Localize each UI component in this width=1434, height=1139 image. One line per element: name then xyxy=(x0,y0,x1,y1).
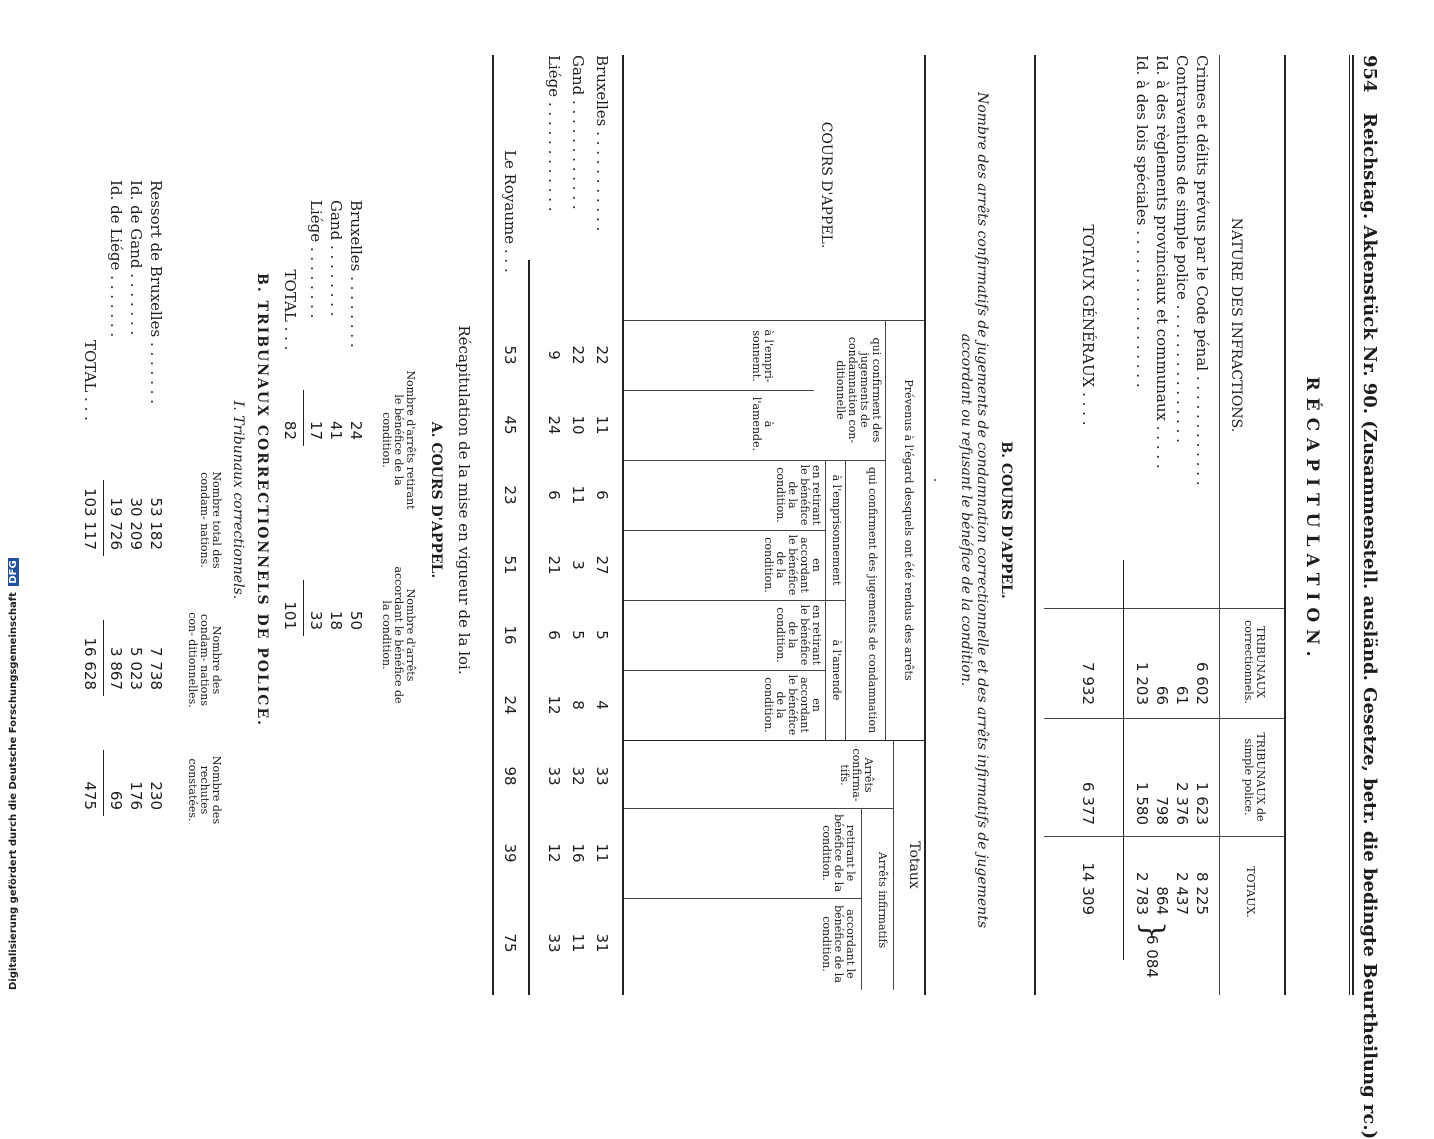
appel-cell: 33 xyxy=(545,933,563,953)
mise-tcell: 3 867 xyxy=(107,647,125,690)
appel-h-en-retirant: en retirant le bénéfice de la condition. xyxy=(774,464,823,526)
mise-ttotal-cell: 16 628 xyxy=(81,637,99,690)
appel-total-label: Le Royaume . . . xyxy=(501,150,519,273)
recap-col-simple-police: TRIBUNAUX de simple police. xyxy=(1242,732,1267,822)
recap-cell: 1 623 xyxy=(1193,782,1211,825)
recap-cell: 61 xyxy=(1173,685,1191,705)
mise-trow-label: Id. de Liége . . . . . . . xyxy=(107,180,125,338)
recap-total-cell: 7 932 xyxy=(1079,662,1097,705)
mise-title: Récapitulation de la mise en vigueur de la loi. xyxy=(455,325,473,675)
appel-cell: 6 xyxy=(545,630,563,640)
mise-cell: 17 xyxy=(307,420,325,440)
appel-grp-confirment-cond: qui confirment des jugements de condamnation con- ditionnelle xyxy=(834,336,883,444)
appel-divider xyxy=(624,530,826,531)
mise-row-label: Liége . . . . . . . . xyxy=(307,200,325,319)
appel-grp-infirm: Arrêts infirmatifs xyxy=(876,851,889,949)
mise-tcell: 69 xyxy=(107,790,125,810)
appel-grp-confirment: qui confirment des jugements de condamnation xyxy=(866,466,879,734)
mise-ttotal-rule xyxy=(103,750,104,816)
recap-totals-rule xyxy=(1123,560,1124,960)
appel-cell: 31 xyxy=(593,933,611,953)
recap-title: RÉCAPITULATION. xyxy=(1302,376,1322,664)
mise-i-heading: I. Tribunaux correctionnels. xyxy=(230,400,246,600)
appel-total-cell: 24 xyxy=(501,695,519,715)
appel-divider xyxy=(624,670,826,671)
mise-trow-label: Ressort de Bruxelles . . . . . . . xyxy=(147,180,165,404)
appel-h-en-accordant-2: en accordant le bénéfice de la condition. xyxy=(762,674,823,736)
mise-cell: 41 xyxy=(327,420,345,440)
appel-cell: 24 xyxy=(545,415,563,435)
appel-cell: 5 xyxy=(593,630,611,640)
mise-col-accordant: Nombre d'arrêts accordant le bénéfice de la condition. xyxy=(380,566,417,704)
appel-divider xyxy=(624,390,814,391)
appel-total-cell: 16 xyxy=(501,625,519,645)
appel-total-cell: 23 xyxy=(501,485,519,505)
appel-cell: 22 xyxy=(569,345,587,365)
appel-cell: 33 xyxy=(593,766,611,786)
recap-col-totaux: TOTAUX. xyxy=(1244,866,1257,918)
brace-icon: } xyxy=(1135,921,1170,941)
mise-tcell: 53 182 xyxy=(147,497,165,550)
recap-col-divider xyxy=(1044,608,1284,609)
recap-row-label: Id. à des lois spéciales . . . . . . . . . . . . . . . . . xyxy=(1133,55,1151,388)
appel-cell: 5 xyxy=(569,630,587,640)
recap-col-correctionnels: TRIBUNAUX correctionnels. xyxy=(1242,620,1267,704)
mise-col-rechutes: Nombre des rechutes constatées. xyxy=(186,755,223,825)
appel-total-cell: 39 xyxy=(501,843,519,863)
appel-row-label: Liége . . . . . . . . . . . . xyxy=(545,55,563,212)
appel-grp-totaux: Totaux xyxy=(906,841,922,889)
mise-ttotal-rule xyxy=(103,620,104,696)
mise-total-cell: 82 xyxy=(281,420,299,440)
mise-b-heading: B. TRIBUNAUX CORRECTIONNELS DE POLICE. xyxy=(254,273,270,727)
appel-divider xyxy=(624,898,862,899)
mise-cell: 50 xyxy=(347,610,365,630)
appel-cell: 16 xyxy=(569,843,587,863)
appel-cell: 12 xyxy=(545,695,563,715)
appel-grp-empr: à l'emprisonnement xyxy=(830,474,843,586)
recap-cell: 8 225 xyxy=(1193,872,1211,915)
appel-dot: . xyxy=(930,477,946,483)
header-rule-thin xyxy=(1349,55,1350,995)
mise-ttotal-cell: 475 xyxy=(81,781,99,810)
mise-tcell: 230 xyxy=(147,781,165,810)
running-header xyxy=(1359,55,1380,1139)
appel-cell: 10 xyxy=(569,415,587,435)
mise-tcell: 7 738 xyxy=(147,647,165,690)
appel-col-cours: COURS D'APPEL. xyxy=(818,121,834,249)
appel-header-rule xyxy=(622,55,624,995)
mise-total-cell: 101 xyxy=(281,601,299,630)
appel-cell: 33 xyxy=(545,766,563,786)
recap-col-divider xyxy=(1044,836,1284,837)
appel-divider xyxy=(624,460,886,461)
appel-bottom-rule xyxy=(492,55,494,995)
mise-row-label: Gand . . . . . . . . xyxy=(327,200,345,317)
recap-cell: 1 203 xyxy=(1133,662,1151,705)
mise-tcell: 19 726 xyxy=(107,497,125,550)
appel-h-retirant: retirant le bénéfice de la condition. xyxy=(820,814,857,892)
recap-row-label: Contraventions de simple police . . . . . . . . . . . . . . . xyxy=(1173,55,1191,443)
mise-ttotal-label: TOTAL . . . xyxy=(81,340,99,421)
header-text: Reichstag. Aktenstück Nr. 90. (Zusammenstell. ausländ. Gesetze, betr. die bedingte Beurtheilung rc.) xyxy=(1359,112,1380,1139)
recap-totals-label: TOTAUX GÉNÉRAUX . . . . xyxy=(1079,224,1097,426)
appel-cell: 11 xyxy=(593,415,611,435)
recap-col-nature: NATURE DES INFRACTIONS. xyxy=(1228,217,1244,433)
mise-col-cond-cond: Nombre des condam- nations con- ditionnelles. xyxy=(186,612,223,708)
mise-cell: 24 xyxy=(347,420,365,440)
mise-col-retirant: Nombre d'arrêts retirant le bénéfice de la condition. xyxy=(380,370,417,510)
appel-cell: 11 xyxy=(569,933,587,953)
appel-cell: 11 xyxy=(593,843,611,863)
appel-total-cell: 98 xyxy=(501,766,519,786)
recap-table-top-rule xyxy=(1284,55,1286,995)
footer-text: Digitalisierung gefördert durch die Deutsche Forschungsgemeinschaft xyxy=(8,592,19,990)
appel-rows xyxy=(532,55,612,995)
appel-divider xyxy=(624,740,924,741)
recap-total-cell: 6 377 xyxy=(1079,782,1097,825)
mise-row-label: Bruxelles . . . . . . . . xyxy=(347,200,365,348)
appel-table-top-rule xyxy=(924,55,926,995)
appel-cell: 6 xyxy=(545,490,563,500)
appel-h-en-accordant: en accordant le bénéfice de la condition. xyxy=(762,534,823,596)
mise-cell: 33 xyxy=(307,610,325,630)
recap-cell: 6 602 xyxy=(1193,662,1211,705)
mise-tcell: 30 209 xyxy=(127,497,145,550)
appel-cell: 3 xyxy=(569,560,587,570)
appel-rule xyxy=(825,460,826,740)
header-rule xyxy=(1352,55,1354,995)
appel-divider xyxy=(624,600,846,601)
recap-total-cell: 14 309 xyxy=(1079,862,1097,915)
appel-rule xyxy=(893,740,894,990)
mise-cell: 18 xyxy=(327,610,345,630)
mise-ttotal-cell: 103 117 xyxy=(81,487,99,550)
mise-tcell: 5 023 xyxy=(127,647,145,690)
dfg-logo-icon: DFG xyxy=(8,560,19,584)
appel-divider xyxy=(624,320,924,321)
appel-cell: 9 xyxy=(545,350,563,360)
recap-cell: 66 xyxy=(1153,685,1171,705)
appel-total-cell: 45 xyxy=(501,415,519,435)
page-number: 954 xyxy=(1359,55,1380,93)
recap-header-rule xyxy=(1219,55,1220,995)
appel-h-arrets-conf: Arrêts confirma- tifs. xyxy=(838,748,875,802)
appel-cell: 22 xyxy=(593,345,611,365)
appel-h-accordant: accordant le bénéfice de la condition. xyxy=(820,905,857,983)
mise-trow-label: Id. de Gand . . . . . . . xyxy=(127,180,145,336)
appel-heading: B. COURS D'APPEL. xyxy=(998,441,1014,599)
recap-cell: 864 xyxy=(1153,886,1171,915)
recap-cell: 2 437 xyxy=(1173,872,1191,915)
appel-grp-amende: à l'amende xyxy=(830,639,843,701)
mise-total-rule xyxy=(303,390,304,446)
recap-row-label: Crimes et délits prévus par le Code pénal . . . . . . . . . . . . xyxy=(1193,55,1211,486)
mise-total-rule xyxy=(303,580,304,636)
appel-cell: 21 xyxy=(545,555,563,575)
appel-h-amende: à l'amende. xyxy=(750,396,775,452)
section-rule xyxy=(1034,55,1036,995)
appel-cell: 32 xyxy=(569,766,587,786)
appel-h-en-retirant-2: en retirant le bénéfice de la condition. xyxy=(774,604,823,666)
recap-cell: 2 783 xyxy=(1133,872,1151,915)
appel-total-cell: 75 xyxy=(501,933,519,953)
mise-ttotal-rule xyxy=(103,480,104,556)
appel-total-rule xyxy=(528,260,530,995)
appel-rule xyxy=(861,808,862,990)
recap-cell: 1 580 xyxy=(1133,782,1151,825)
recap-col-divider xyxy=(1044,718,1284,719)
appel-h-empri: à l'empri- sonnemt. xyxy=(750,329,775,383)
recap-cell: 2 376 xyxy=(1173,782,1191,825)
appel-rule xyxy=(885,320,886,740)
mise-col-total-cond: Nombre total des condam- nations. xyxy=(198,471,223,569)
appel-total-cell: 51 xyxy=(501,555,519,575)
appel-total-cell: 53 xyxy=(501,345,519,365)
appel-cell: 6 xyxy=(593,490,611,500)
appel-divider xyxy=(624,808,894,809)
recap-row-label: Id. à des règlements provinciaux et communaux . . . . . xyxy=(1153,55,1171,469)
mise-a-heading: A. COURS D'APPEL. xyxy=(428,421,444,579)
appel-row-label: Bruxelles . . . . . . . . . . . xyxy=(593,55,611,232)
appel-grp-prevenus: Prévenus à l'égard desquels ont été rendus des arrêts xyxy=(902,379,915,681)
appel-cell: 12 xyxy=(545,843,563,863)
appel-subtitle: Nombre des arrêts confirmatifs de jugements de condamnation correctionnelle et des arrêts infirmatifs de jugements accordant ou refusant le bénéfice de la condition. xyxy=(958,91,990,929)
appel-cell: 8 xyxy=(569,700,587,710)
appel-cell: 27 xyxy=(593,555,611,575)
appel-cell: 4 xyxy=(593,700,611,710)
mise-tcell: 176 xyxy=(127,781,145,810)
mise-total-label: TOTAL . . . xyxy=(281,269,299,351)
recap-cell: 798 xyxy=(1153,796,1171,825)
appel-row-label: Gand . . . . . . . . . . . . xyxy=(569,55,587,210)
recap-brace-total: 6 084 xyxy=(1143,935,1161,978)
appel-cell: 11 xyxy=(569,485,587,505)
digitization-footer xyxy=(8,558,19,990)
